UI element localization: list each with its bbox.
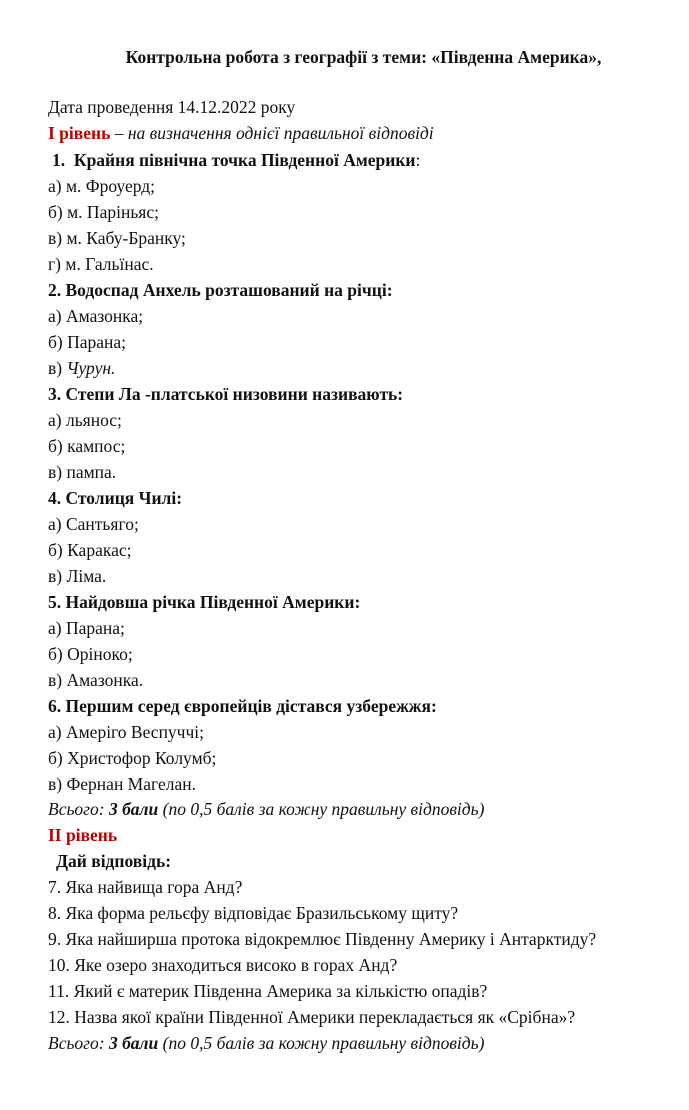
q4-option-b: б) Каракас; (48, 540, 132, 560)
level2-heading: ІІ рівень (48, 825, 118, 845)
question-6: 6. Першим серед європейців дістався узбережжя: (48, 696, 437, 716)
level1-label: І рівень (48, 123, 111, 143)
level1-heading (48, 122, 434, 144)
total1-note: (по 0,5 балів за кожну правильну відповідь) (158, 799, 485, 819)
total2-prefix: Всього: (48, 1033, 109, 1053)
page-title: Контрольна робота з географії з теми: «Південна Америка», (125, 47, 602, 67)
question-1 (52, 149, 420, 171)
level1-note: на визначення однієї правильної відповіді (127, 123, 434, 143)
q2-option-c-prefix: в) (48, 358, 67, 378)
q5-option-b: б) Оріноко; (48, 644, 133, 664)
q6-option-a: а) Амеріго Веспуччі; (48, 722, 205, 742)
question-2: 2. Водоспад Анхель розташований на річці: (48, 280, 393, 300)
question-4: 4. Столиця Чилі: (48, 488, 183, 508)
question-11: 11. Який є материк Південна Америка за кількістю опадів? (48, 981, 488, 1001)
total1-points: 3 бали (108, 799, 159, 819)
question-1-number: 1. (52, 150, 66, 170)
q3-option-c: в) пампа. (48, 462, 117, 482)
q3-option-b: б) кампос; (48, 436, 126, 456)
q4-option-c: в) Ліма. (48, 566, 107, 586)
total1-prefix: Всього: (48, 799, 109, 819)
question-1-text: Крайня північна точка Південної Америки (73, 150, 416, 170)
date-line: Дата проведення 14.12.2022 року (48, 97, 296, 117)
question-12: 12. Назва якої країни Південної Америки перекладається як «Срібна»? (48, 1007, 576, 1027)
give-answer-heading: Дай відповідь: (56, 851, 172, 871)
level1-dash: – (110, 123, 128, 143)
q5-option-c: в) Амазонка. (48, 670, 144, 690)
q2-option-c (48, 357, 115, 379)
q2-option-a: а) Амазонка; (48, 306, 144, 326)
question-10: 10. Яке озеро знаходиться високо в горах Анд? (48, 955, 398, 975)
q2-option-c-text: Чурун. (66, 358, 116, 378)
q4-option-a: а) Сантьяго; (48, 514, 139, 534)
q6-option-b: б) Христофор Колумб; (48, 748, 217, 768)
q5-option-a: а) Парана; (48, 618, 125, 638)
total-score-level1 (48, 798, 484, 820)
q3-option-a: а) льянос; (48, 410, 122, 430)
question-1-colon: : (415, 150, 421, 170)
q2-option-b: б) Парана; (48, 332, 127, 352)
question-8: 8. Яка форма рельєфу відповідає Бразильському щиту? (48, 903, 459, 923)
question-7: 7. Яка найвища гора Анд? (48, 877, 243, 897)
total-score-level2 (48, 1032, 484, 1054)
question-5: 5. Найдовша річка Південної Америки: (48, 592, 361, 612)
q1-option-c: в) м. Кабу-Бранку; (48, 228, 186, 248)
q1-option-a: а) м. Фроуерд; (48, 176, 156, 196)
question-3: 3. Степи Ла -платської низовини називають: (48, 384, 404, 404)
q6-option-c: в) Фернан Магелан. (48, 774, 196, 794)
total2-note: (по 0,5 балів за кожну правильну відповідь) (158, 1033, 485, 1053)
total2-points: 3 бали (108, 1033, 159, 1053)
question-9: 9. Яка найширша протока відокремлює Південну Америку і Антарктиду? (48, 929, 597, 949)
q1-option-b: б) м. Паріньяс; (48, 202, 159, 222)
q1-option-d: г) м. Гальїнас. (48, 254, 154, 274)
